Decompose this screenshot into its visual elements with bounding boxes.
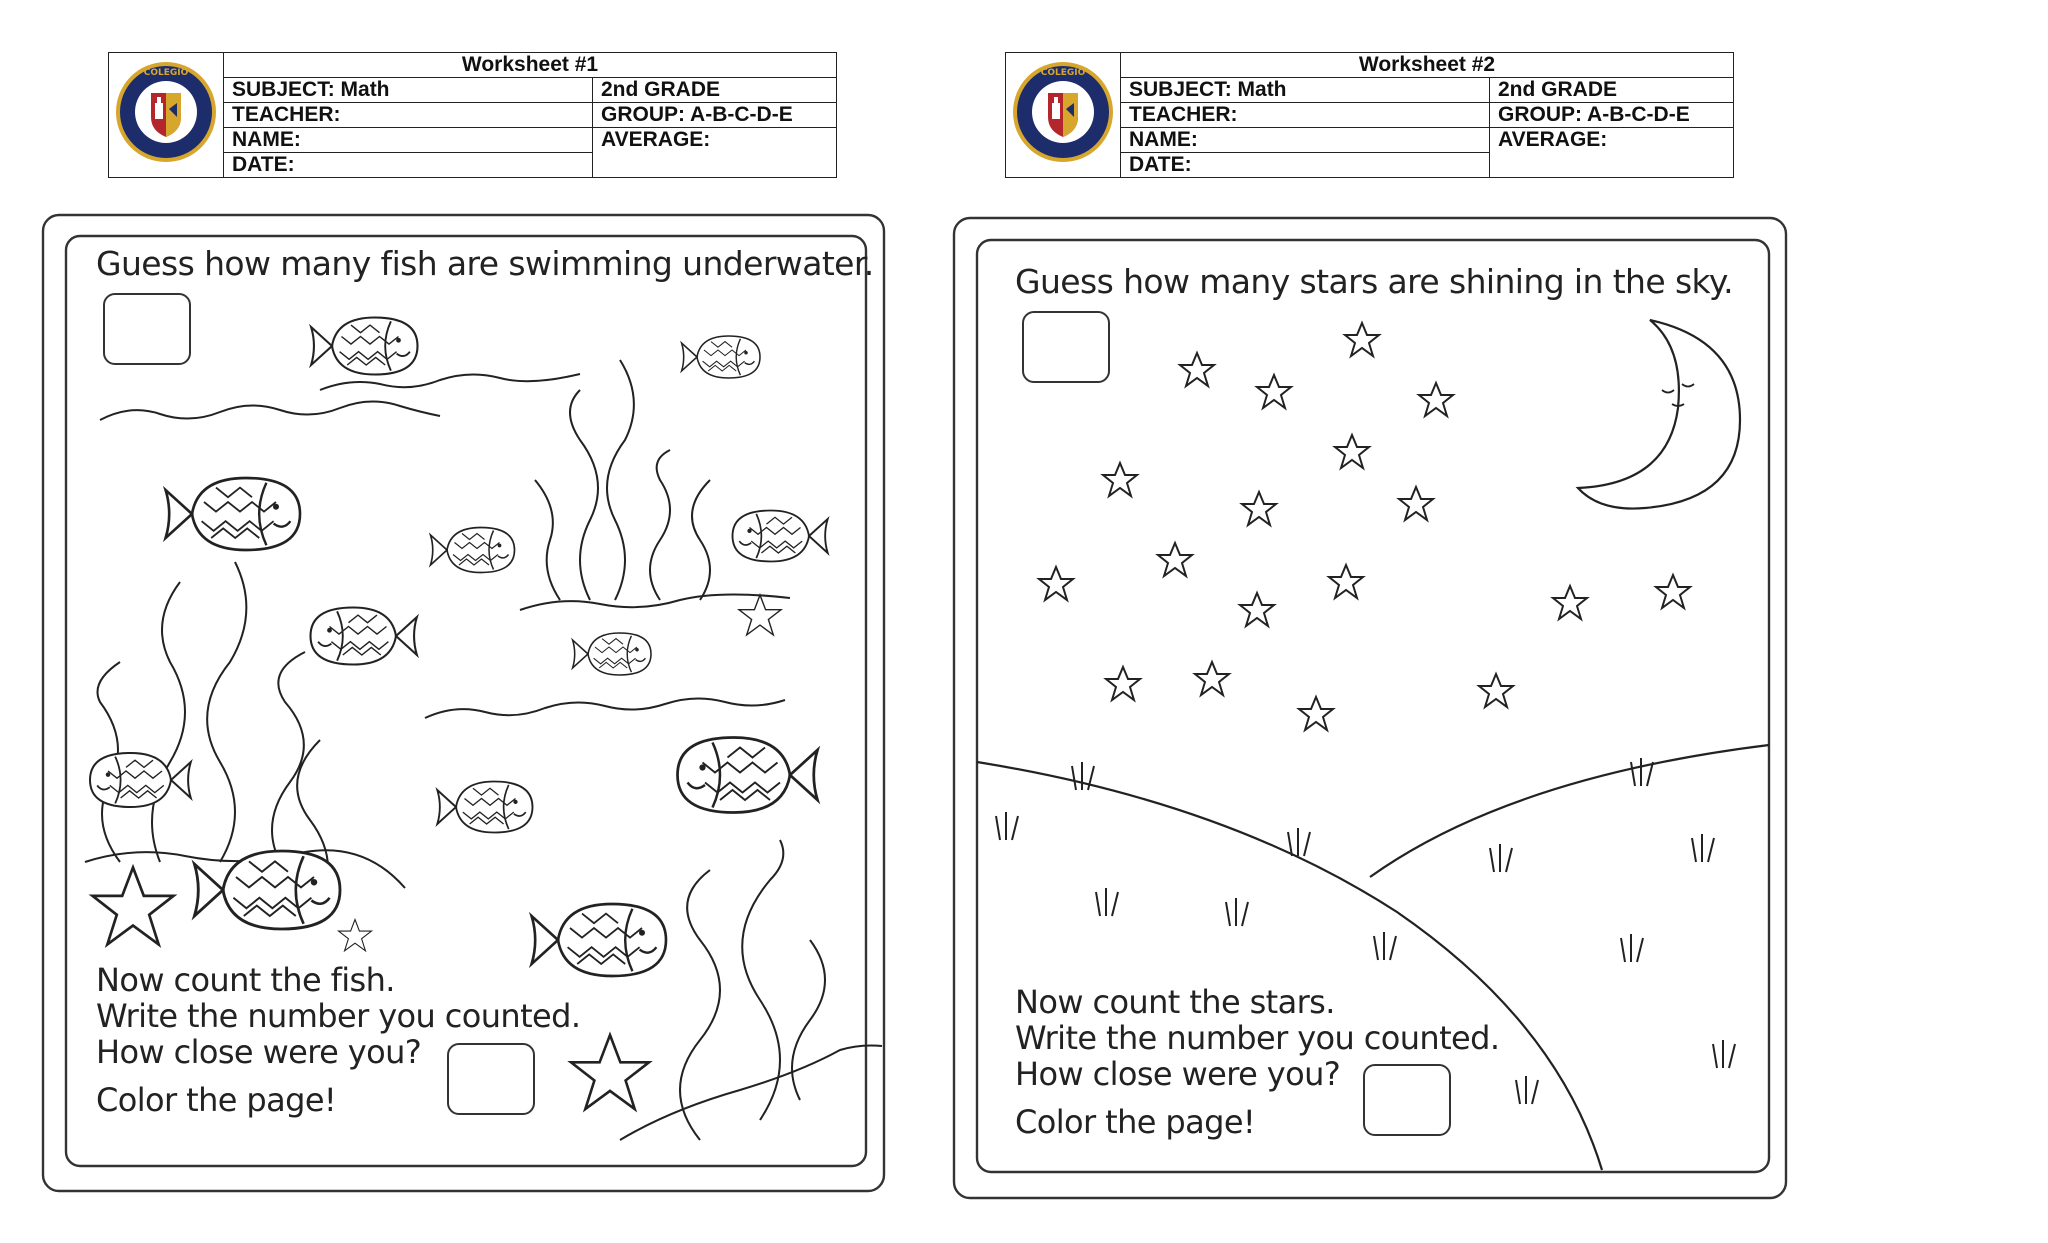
star-drawing	[1479, 674, 1513, 707]
group-label: GROUP: A-B-C-D-E	[593, 103, 837, 128]
instruction-line: How close were you?	[96, 1033, 422, 1071]
fish-drawing	[166, 478, 300, 550]
star-drawing	[1656, 575, 1690, 608]
subject-label: SUBJECT: Math	[1121, 78, 1490, 103]
star-drawing	[1240, 593, 1274, 626]
fish-drawing	[90, 753, 191, 807]
star-drawing	[1257, 375, 1291, 408]
star-drawing	[1195, 662, 1229, 695]
grade-label: 2nd GRADE	[593, 78, 837, 103]
instruction-line: Color the page!	[1015, 1103, 1256, 1141]
guess-answer-box[interactable]	[103, 293, 191, 365]
svg-text:COLEGIO: COLEGIO	[143, 68, 189, 78]
starfish-drawing	[571, 1035, 649, 1109]
fish-drawing	[682, 336, 760, 378]
instruction-line: Write the number you counted.	[1015, 1019, 1500, 1057]
name-field[interactable]: NAME:	[224, 128, 593, 153]
star-drawing	[1299, 697, 1333, 730]
guess-answer-box[interactable]	[1022, 311, 1110, 383]
star-drawing	[1345, 323, 1379, 356]
instruction-line: Now count the fish.	[96, 961, 395, 999]
fish-drawing	[311, 608, 417, 665]
star-drawing	[1329, 565, 1363, 598]
fish-drawing	[678, 738, 818, 813]
date-field[interactable]: DATE:	[1121, 153, 1490, 178]
star-drawing	[1103, 463, 1137, 496]
starfish-drawing	[739, 595, 781, 635]
fish-drawing	[437, 782, 532, 833]
star-drawing	[1419, 383, 1453, 416]
name-field[interactable]: NAME:	[1121, 128, 1490, 153]
star-drawing	[1399, 487, 1433, 520]
fish-drawing	[311, 318, 417, 375]
date-field[interactable]: DATE:	[224, 153, 593, 178]
star-drawing	[1106, 667, 1140, 700]
grade-label: 2nd GRADE	[1490, 78, 1734, 103]
star-drawing	[1335, 435, 1369, 468]
star-drawing	[1180, 353, 1214, 386]
subject-label: SUBJECT: Math	[224, 78, 593, 103]
instruction-line: Now count the stars.	[1015, 983, 1335, 1021]
fish-drawing	[431, 528, 515, 573]
activity-heading: Guess how many stars are shining in the sky.	[1015, 262, 1733, 301]
instruction-line: How close were you?	[1015, 1055, 1341, 1093]
star-drawing	[1158, 543, 1192, 576]
teacher-field[interactable]: TEACHER:	[1121, 103, 1490, 128]
fish-drawing	[194, 851, 340, 929]
average-field[interactable]: AVERAGE:	[1490, 128, 1734, 178]
worksheet-title: Worksheet #2	[1121, 53, 1734, 78]
average-field[interactable]: AVERAGE:	[593, 128, 837, 178]
starfish-drawing	[339, 920, 372, 951]
worksheet-title: Worksheet #1	[224, 53, 837, 78]
star-drawing	[1242, 492, 1276, 525]
group-label: GROUP: A-B-C-D-E	[1490, 103, 1734, 128]
count-answer-box[interactable]	[1363, 1064, 1451, 1136]
fish-drawing	[573, 633, 651, 675]
teacher-field[interactable]: TEACHER:	[224, 103, 593, 128]
instruction-line: Color the page!	[96, 1081, 337, 1119]
star-drawing	[1039, 567, 1073, 600]
svg-text:COLEGIO: COLEGIO	[1040, 68, 1086, 78]
starfish-drawing	[93, 868, 174, 945]
activity-heading: Guess how many fish are swimming underwater.	[96, 244, 874, 283]
instruction-line: Write the number you counted.	[96, 997, 581, 1035]
fish-drawing	[733, 511, 828, 562]
count-answer-box[interactable]	[447, 1043, 535, 1115]
star-drawing	[1553, 586, 1587, 619]
moon-drawing	[1578, 320, 1740, 509]
